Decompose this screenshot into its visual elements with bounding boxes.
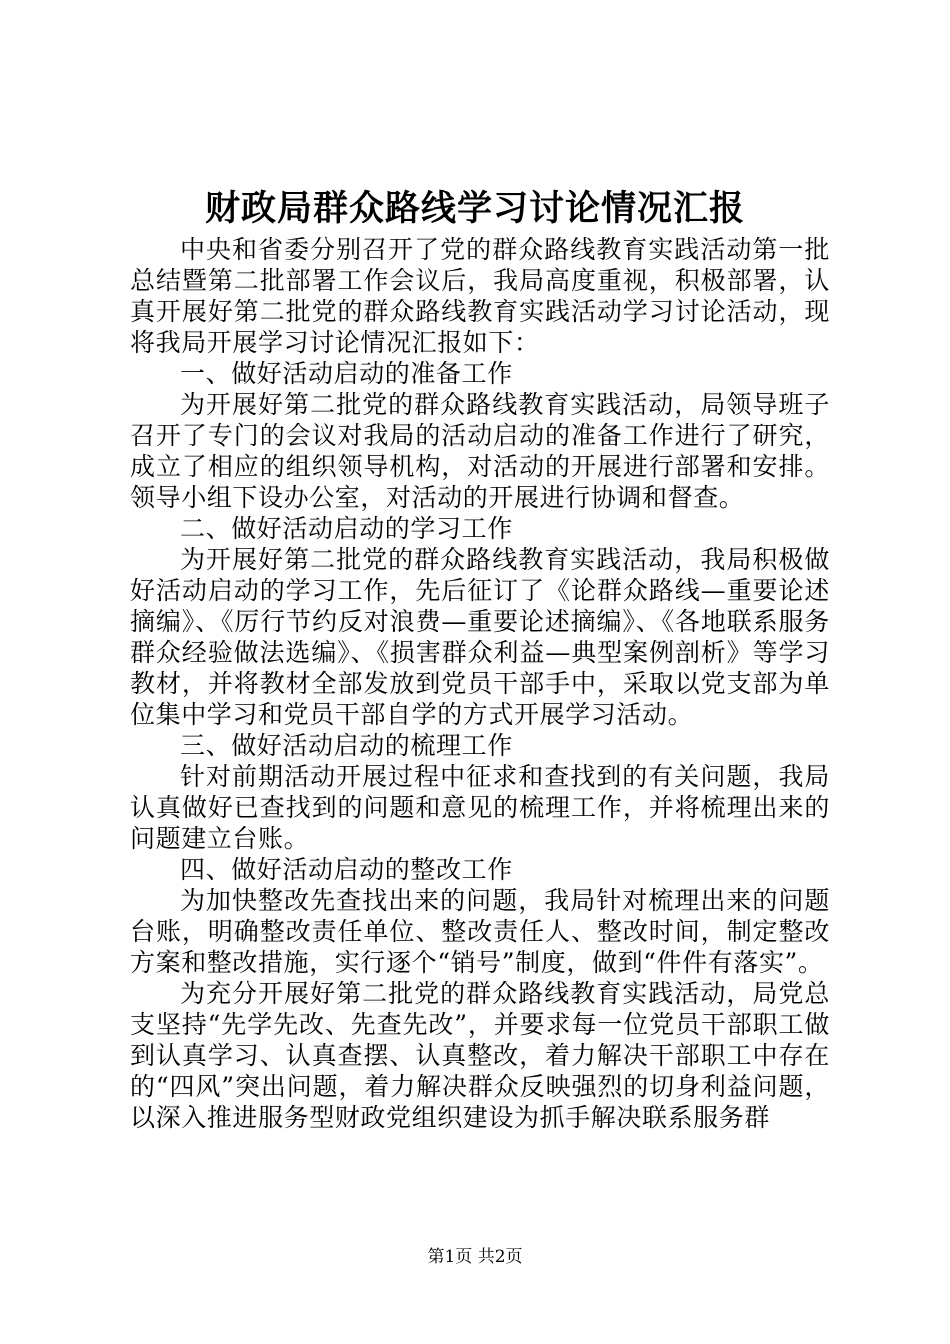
document-body [130,234,830,1133]
section-heading-4: 四、做好活动启动的整改工作 [180,855,513,884]
page-footer: 第1页 共2页 [427,1247,523,1267]
section-heading-1: 一、做好活动启动的准备工作 [180,359,513,388]
paragraph-closing: 为充分开展好第二批党的群众路线教育实践活动，局党总支坚持“先学先改、先查先改”，并要求每一位党员干部职工做到认真学习、认真查摆、认真整改，着力解决干部职工中存在的“四风”突出问题，着力解决群众反映强烈的切身利益问题，以深入推进服务型财政党组织建设为抓手解决联系服务群 [130,979,830,1132]
paragraph-section-2: 为开展好第二批党的群众路线教育实践活动，我局积极做好活动启动的学习工作，先后征订了《论群众路线—重要论述摘编》、《厉行节约反对浪费—重要论述摘编》、《各地联系服务群众经验做法选编》、《损害群众利益—典型案例剖析》等学习教材，并将教材全部发放到党员干部手中，采取以党支部为单位集中学习和党员干部自学的方式开展学习活动。 [130,545,830,729]
section-heading-2: 二、做好活动启动的学习工作 [180,514,513,543]
paragraph-intro: 中央和省委分别召开了党的群众路线教育实践活动第一批总结暨第二批部署工作会议后，我局高度重视，积极部署，认真开展好第二批党的群众路线教育实践活动学习讨论活动，现将我局开展学习讨论情况汇报如下： [130,235,830,357]
paragraph-section-3: 针对前期活动开展过程中征求和查找到的有关问题，我局认真做好已查找到的问题和意见的梳理工作，并将梳理出来的问题建立台账。 [130,762,830,853]
paragraph-section-4: 为加快整改先查找出来的问题，我局针对梳理出来的问题台账，明确整改责任单位、整改责任人、整改时间，制定整改方案和整改措施，实行逐个“销号”制度，做到“件件有落实”。 [130,886,830,977]
document-title: 财政局群众路线学习讨论情况汇报 [204,188,745,229]
section-heading-3: 三、做好活动启动的梳理工作 [180,731,513,760]
paragraph-section-1: 为开展好第二批党的群众路线教育实践活动，局领导班子召开了专门的会议对我局的活动启动的准备工作进行了研究，成立了相应的组织领导机构，对活动的开展进行部署和安排。领导小组下设办公室，对活动的开展进行协调和督查。 [130,390,830,512]
